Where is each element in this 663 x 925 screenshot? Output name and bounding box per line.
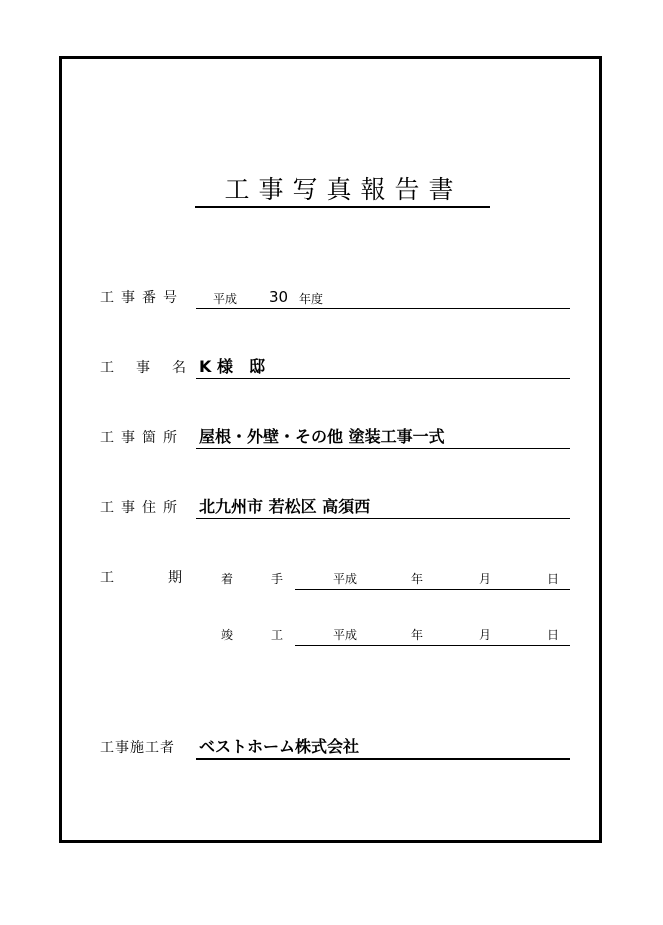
period-end-month-unit: 月 xyxy=(479,628,492,642)
construction-address-label-text: 工事住所 xyxy=(100,500,184,516)
period-start-year-unit: 年 xyxy=(411,572,424,586)
construction-address-underline xyxy=(196,518,570,519)
construction-name-value: K 様 邸 xyxy=(199,357,265,376)
construction-location-underline xyxy=(196,448,570,449)
contractor-label xyxy=(100,739,175,757)
period-end-day-unit: 日 xyxy=(547,628,560,642)
period-label-left: 工 xyxy=(100,570,114,586)
construction-location-label-text: 工事箇所 xyxy=(100,430,184,446)
construction-number-label xyxy=(100,289,182,307)
period-end-year-unit: 年 xyxy=(411,628,424,642)
period-start-month-unit: 月 xyxy=(479,572,492,586)
period-label-right: 期 xyxy=(168,570,182,586)
period-start-day-unit: 日 xyxy=(547,572,560,586)
title-underline xyxy=(195,206,490,208)
construction-name-label-text: 工事名 xyxy=(100,360,208,376)
construction-name-label xyxy=(100,359,208,377)
period-end-underline xyxy=(295,645,570,646)
construction-number-suffix: 年度 xyxy=(299,292,324,306)
construction-location-label xyxy=(100,429,184,447)
period-end-label-a: 竣 xyxy=(221,628,234,642)
period-start-label-a: 着 xyxy=(221,572,234,586)
construction-name-underline xyxy=(196,378,570,379)
construction-number-era: 平成 xyxy=(213,292,238,306)
contractor-underline xyxy=(196,758,570,760)
period-start-label-b: 手 xyxy=(271,572,284,586)
construction-address-label xyxy=(100,499,184,517)
document-title: 工事写真報告書 xyxy=(224,175,463,204)
contractor-label-text: 工事施工者 xyxy=(100,740,175,756)
period-start-era: 平成 xyxy=(333,572,358,586)
construction-number-year: 30 xyxy=(269,288,289,306)
construction-location-value: 屋根・外壁・その他 塗装工事一式 xyxy=(199,427,445,446)
period-start-underline xyxy=(295,589,570,590)
construction-number-underline xyxy=(196,308,570,309)
construction-address-value: 北九州市 若松区 高須西 xyxy=(199,497,371,516)
contractor-value: ベストホーム株式会社 xyxy=(199,737,360,756)
period-end-era: 平成 xyxy=(333,628,358,642)
period-end-label-b: 工 xyxy=(271,628,284,642)
construction-number-label-text: 工事番号 xyxy=(100,290,184,306)
